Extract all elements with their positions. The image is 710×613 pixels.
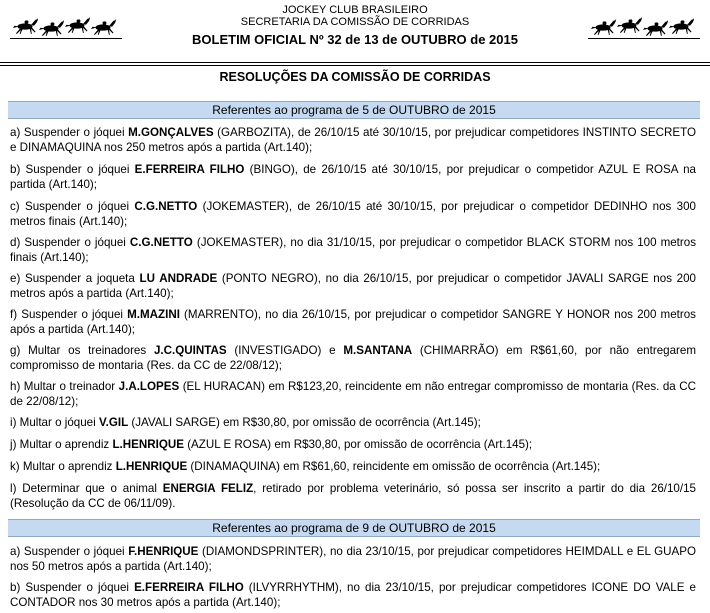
list-item: l) Determinar que o animal ENERGIA FELIZ, retirado por problema veterinário, só possa ser inscrito a partir do dia 26/10/15 (Resolução da CC de 06/11/09). xyxy=(10,482,697,510)
resolutions-title: RESOLUÇÕES DA COMISSÃO DE CORRIDAS xyxy=(219,70,491,84)
list-item: f) Suspender o jóquei M.MAZINI (MARRENTO), no dia 26/10/15, por prejudicar o competidor SANGRE Y HONOR nos 200 metros após a partida (Art.140); xyxy=(10,308,696,336)
list-item: c) Suspender o jóquei C.G.NETTO (JOKEMASTER), de 26/10/15 até 30/10/15, por prejudicar o competidor DEDINHO nos 300 metros finais (Art.140); xyxy=(10,200,696,228)
list-item: a) Suspender o jóquei M.GONÇALVES (GARBOZITA), de 26/10/15 até 30/10/15, por prejudicar competidores INSTINTO SECRETO e DINAMAQUINA nos 250 metros após a partida (Art.140); xyxy=(10,126,696,154)
list-item: i) Multar o jóquei V.GIL (JAVALI SARGE) em R$30,80, por omissão de ocorrência (Art.145); xyxy=(10,416,481,429)
list-item: d) Suspender o jóquei C.G.NETTO (JOKEMASTER), no dia 31/10/15, por prejudicar o competidor BLACK STORM nos 100 metros finais (Art.140); xyxy=(10,236,697,264)
section-heading: Referentes ao programa de 9 de OUTUBRO de 2015 xyxy=(8,519,700,537)
list-item: g) Multar os treinadores J.C.QUINTAS (INVESTIGADO) e M.SANTANA (CHIMARRÃO) em R$61,60, por não entregarem compromisso de montaria (Res. da CC de 22/08/12); xyxy=(10,344,697,372)
bulletin-header xyxy=(0,0,710,58)
header-divider xyxy=(0,62,710,63)
secretariat-name: SECRETARIA DA COMISSÃO DE CORRIDAS xyxy=(240,16,470,28)
header-divider xyxy=(0,65,710,66)
bulletin-title: BOLETIM OFICIAL Nº 32 de 13 de OUTUBRO de 2015 xyxy=(192,32,518,47)
list-item: a) Suspender o jóquei F.HENRIQUE (DIAMONDSPRINTER), no dia 23/10/15, por prejudicar competidores HEIMDALL e EL GUAPO nos 50 metros após a partida (Art.140); xyxy=(10,545,696,573)
section-heading: Referentes ao programa de 5 de OUTUBRO de 2015 xyxy=(8,101,700,119)
list-item: j) Multar o aprendiz L.HENRIQUE (AZUL E ROSA) em R$30,80, por omissão de ocorrência (Art.145); xyxy=(10,438,533,451)
list-item: k) Multar o aprendiz L.HENRIQUE (DINAMAQUINA) em R$61,60, reincidente em omissão de ocorrência (Art.145); xyxy=(10,460,601,473)
club-name: JOCKEY CLUB BRASILEIRO xyxy=(282,4,428,16)
racehorse-silhouette-icon xyxy=(588,14,700,44)
list-item: b) Suspender o jóquei E.FERREIRA FILHO (BINGO), de 26/10/15 até 30/10/15, por prejudicar o competidor AZUL E ROSA na partida (Art.140); xyxy=(10,163,696,191)
list-item: e) Suspender a joqueta LU ANDRADE (PONTO NEGRO), no dia 26/10/15, por prejudicar o competidor JAVALI SARGE nos 200 metros após a partida (Art.140); xyxy=(10,272,696,300)
list-item: h) Multar o treinador J.A.LOPES (EL HURACAN) em R$123,20, reincidente em não entregar compromisso de montaria (Res. da CC de 22/08/12); xyxy=(10,380,696,408)
list-item: b) Suspender o jóquei E.FERREIRA FILHO (ILVYRRHYTHM), no dia 23/10/15, por prejudicar competidores ICONE DO VALE e CONTADOR nos 30 metros após a partida (Art.140); xyxy=(10,581,697,609)
